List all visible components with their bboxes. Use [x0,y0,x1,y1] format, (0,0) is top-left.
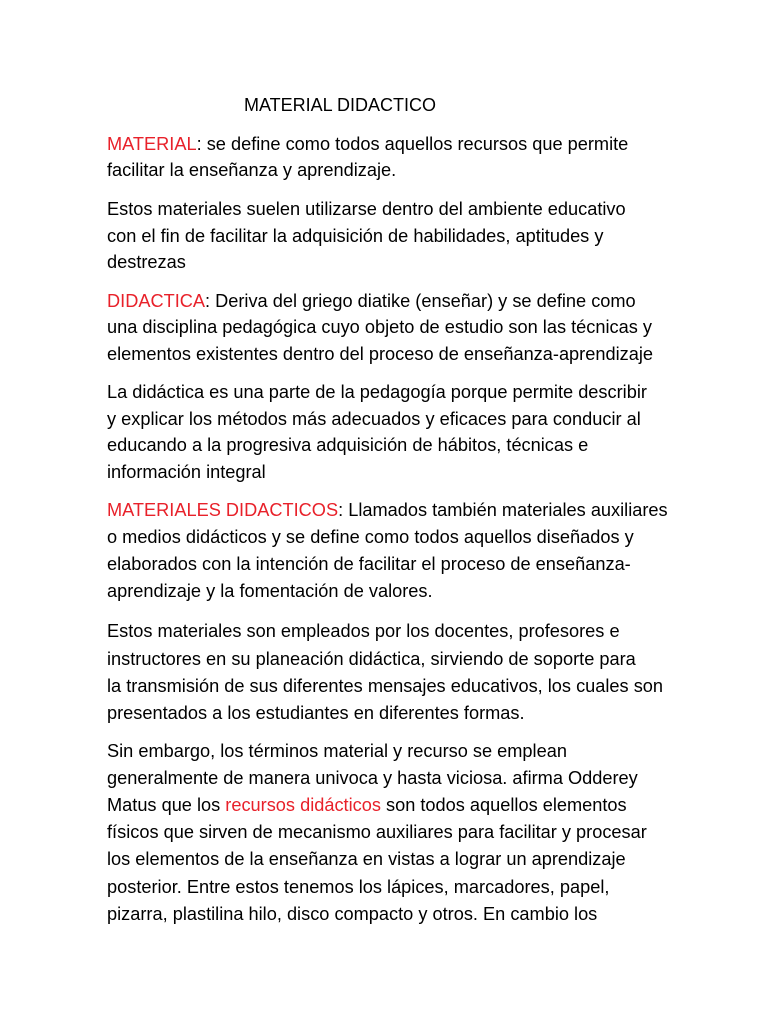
text-line: una disciplina pedagógica cuyo objeto de estudio son las técnicas y [107,317,652,337]
text-line: los elementos de la enseñanza en vistas a lograr un aprendizaje [107,849,626,869]
line-text: : se define como todos aquellos recursos que permite [196,134,629,154]
text-line: con el fin de facilitar la adquisición de habilidades, aptitudes y [107,226,604,246]
highlighted-term: MATERIALES DIDACTICOS [107,500,339,520]
text-line: pizarra, plastilina hilo, disco compacto y otros. En cambio los [107,904,598,924]
text-line: aprendizaje y la fomentación de valores. [107,581,433,601]
line-text: son todos aquellos elementos [380,795,627,815]
line-text: : Deriva del griego diatike (enseñar) y se define como [205,291,636,311]
highlighted-term: recursos didácticos [225,795,381,815]
text-line: información integral [107,462,266,482]
text-line: y explicar los métodos más adecuados y eficaces para conducir al [107,409,641,429]
text-line: Estos materiales son empleados por los docentes, profesores e [107,621,620,641]
text-line: físicos que sirven de mecanismo auxiliares para facilitar y procesar [107,822,647,842]
text-line: presentados a los estudiantes en diferentes formas. [107,703,525,723]
text-line: Estos materiales suelen utilizarse dentro del ambiente educativo [107,199,626,219]
text-line [107,288,636,314]
text-line: o medios didácticos y se define como todos aquellos diseñados y [107,527,634,547]
text-line: instructores en su planeación didáctica, sirviendo de soporte para [107,649,636,669]
text-line [107,792,627,818]
text-line: posterior. Entre estos tenemos los lápices, marcadores, papel, [107,877,610,897]
text-line: elementos existentes dentro del proceso de enseñanza-aprendizaje [107,344,653,364]
text-line: educando a la progresiva adquisición de hábitos, técnicas e [107,435,589,455]
highlighted-term: DIDACTICA [107,291,206,311]
line-text: : Llamados también materiales auxiliares [338,500,668,520]
line-text: Matus que los [107,795,226,815]
text-line: facilitar la enseñanza y aprendizaje. [107,160,397,180]
text-line: destrezas [107,252,186,272]
document-title: MATERIAL DIDACTICO [244,95,437,115]
text-line: Sin embargo, los términos material y recurso se emplean [107,741,567,761]
text-line: la transmisión de sus diferentes mensajes educativos, los cuales son [107,676,664,696]
text-line [107,131,628,157]
highlighted-term: MATERIAL [107,134,197,154]
text-line [107,497,668,523]
text-line: generalmente de manera univoca y hasta viciosa. afirma Odderey [107,768,638,788]
text-line: La didáctica es una parte de la pedagogía porque permite describir [107,382,647,402]
text-line: elaborados con la intención de facilitar el proceso de enseñanza- [107,554,631,574]
